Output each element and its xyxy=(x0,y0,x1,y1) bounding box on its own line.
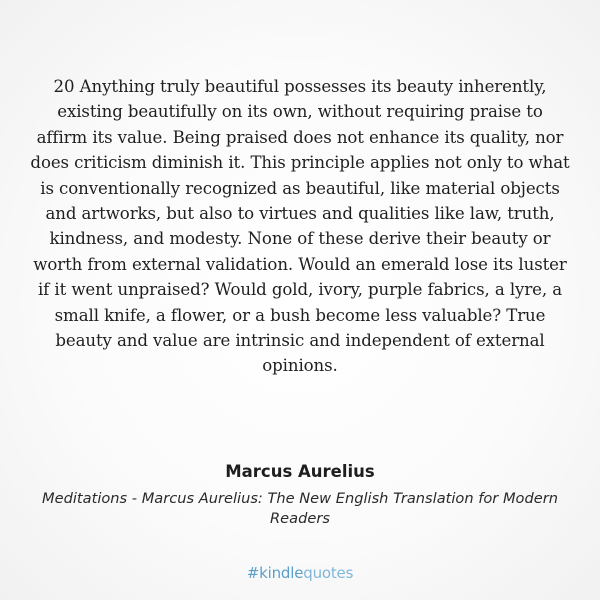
kindle-quotes-hashtag xyxy=(0,564,600,582)
book-title: Meditations - Marcus Aurelius: The New English Translation for Modern Readers xyxy=(42,490,558,527)
hashtag-kindle: #kindle xyxy=(246,564,304,582)
quote-text: 20 Anything truly beautiful possesses its beauty inherently, existing beautifully on its own, without requiring praise to affirm its value. Being praised does not enhance its quality, nor does criticism diminish it. This principle applies not only to what is conventionally recognized as beautiful, like material objects and artworks, but also to virtues and qualities like law, truth, kindness, and modesty. None of these derive their beauty or worth from external validation. Would an emerald lose its luster if it went unpraised? Would gold, ivory, purple fabrics, a lyre, a small knife, a flower, or a bush become less valuable? True beauty and value are intrinsic and independent of external opinions. xyxy=(30,77,570,376)
hashtag-quotes: quotes xyxy=(303,564,354,582)
author-name: Marcus Aurelius xyxy=(225,462,375,481)
